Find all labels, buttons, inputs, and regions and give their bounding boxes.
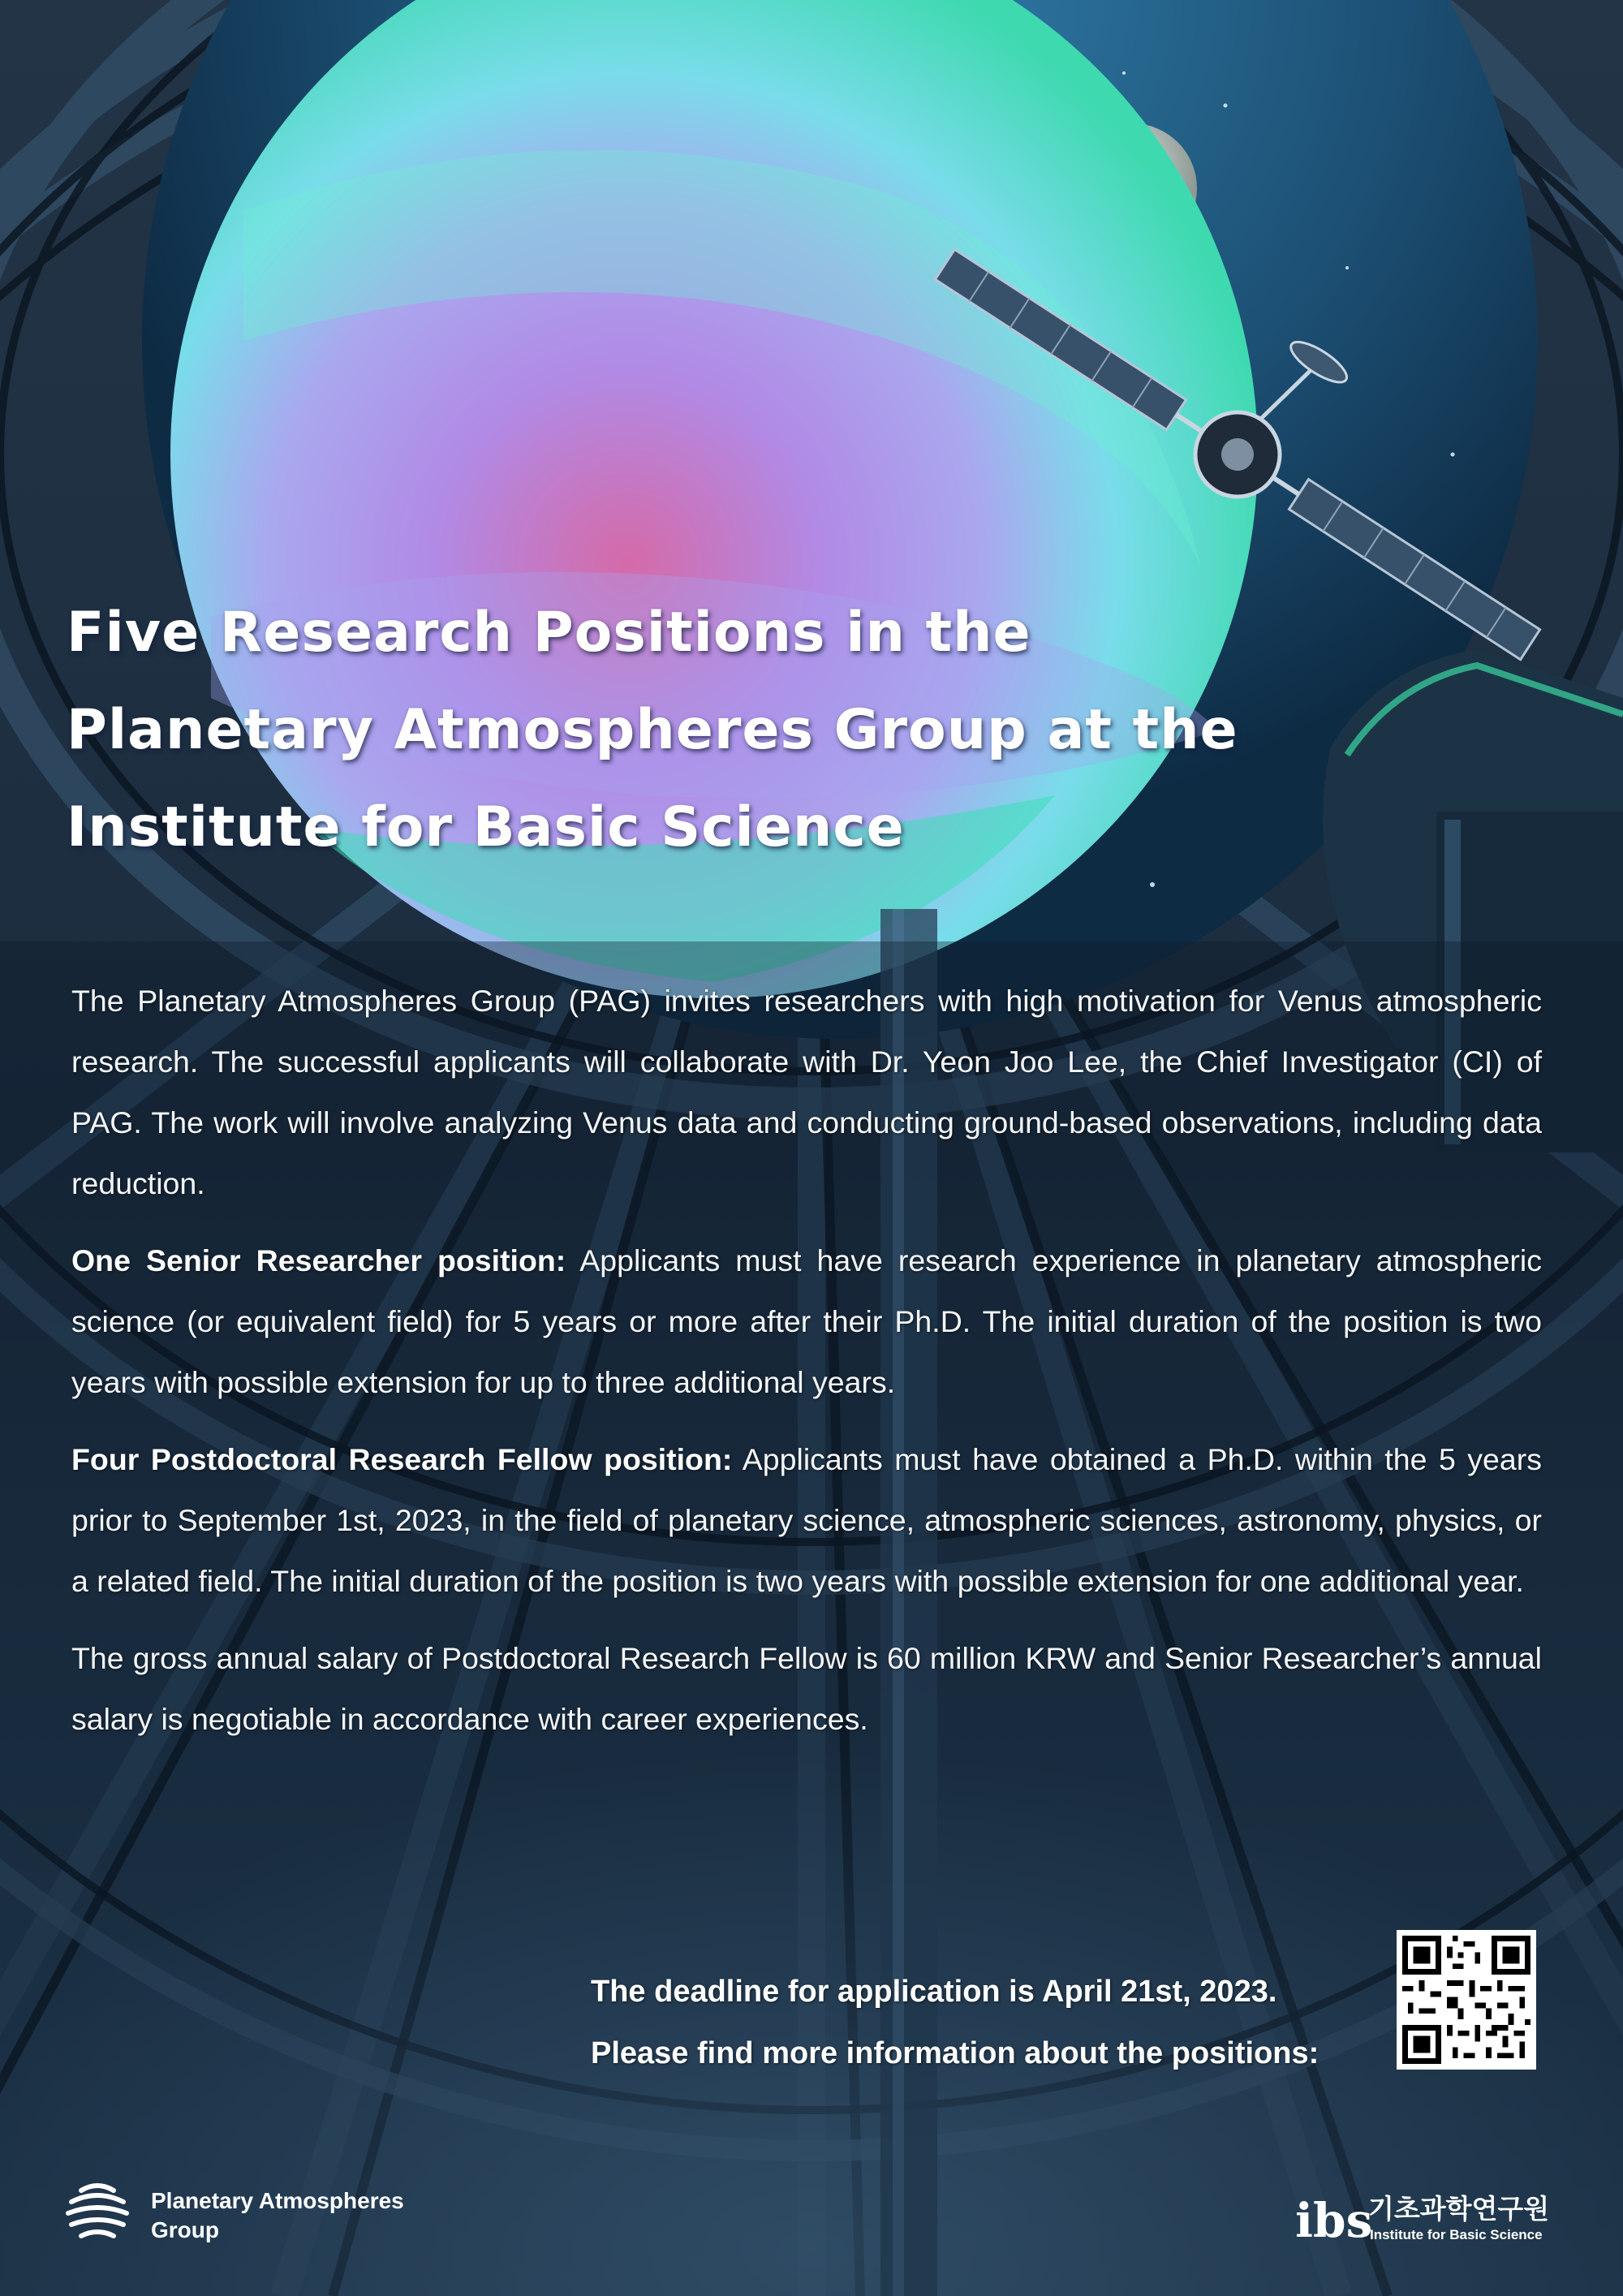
salary-paragraph: The gross annual salary of Postdoctoral Research Fellow is 60 million KRW and Senior Researcher’s annual salary is negotiable in accordance with career experiences. [71, 1641, 1542, 1736]
senior-position-text: Applicants must have research experience in planetary atmospheric science (or equivalent field) for 5 years or more after their Ph.D. The initial duration of the position is two years with possible extension for up to three additional years. [71, 1243, 1543, 1399]
intro-paragraph: The Planetary Atmospheres Group (PAG) invites researchers with high motivation for Venus atmospheric research. The successful applicants will collaborate with Dr. Yeon Joo Lee, the Chief Investigator (CI) of PAG. The work will involve analyzing Venus data and conducting ground-based observations, including data reduction. [71, 984, 1542, 1200]
group-name: Planetary Atmospheres Group [151, 2188, 404, 2242]
postdoc-position-heading: Four Postdoctoral Research Fellow position: [71, 1442, 733, 1476]
institute-name-english: Institute for Basic Science [1370, 2227, 1543, 2242]
poster-title: Five Research Positions in the Planetary Atmospheres Group at the Institute for Basic Science [67, 601, 1238, 859]
deadline-text: The deadline for application is April 21st, 2023. [591, 1975, 1277, 2009]
postdoc-position-paragraph [71, 1429, 1542, 1612]
ibs-logo-text: ibs [1295, 2193, 1373, 2248]
ibs-logo-icon [1295, 2191, 1373, 2248]
institute-name-korean: 기초과학연구원 [1368, 2193, 1550, 2225]
postdoc-position-text: Applicants must have obtained a Ph.D. within the 5 years prior to September 1st, 2023, in the field of planetary science, atmospheric sciences, astronomy, physics, or a related field. The initial duration of the position is two years with possible extension for one additional year. [71, 1442, 1542, 1598]
pag-logo-icon [63, 2178, 131, 2246]
qr-code-icon[interactable] [1397, 1930, 1536, 2070]
deadline-block [591, 1961, 1319, 2084]
poster-body [71, 971, 1542, 1766]
senior-position-paragraph [71, 1230, 1542, 1413]
more-info-text: Please find more information about the positions: [591, 2036, 1319, 2070]
senior-position-heading: One Senior Researcher position: [71, 1243, 566, 1277]
